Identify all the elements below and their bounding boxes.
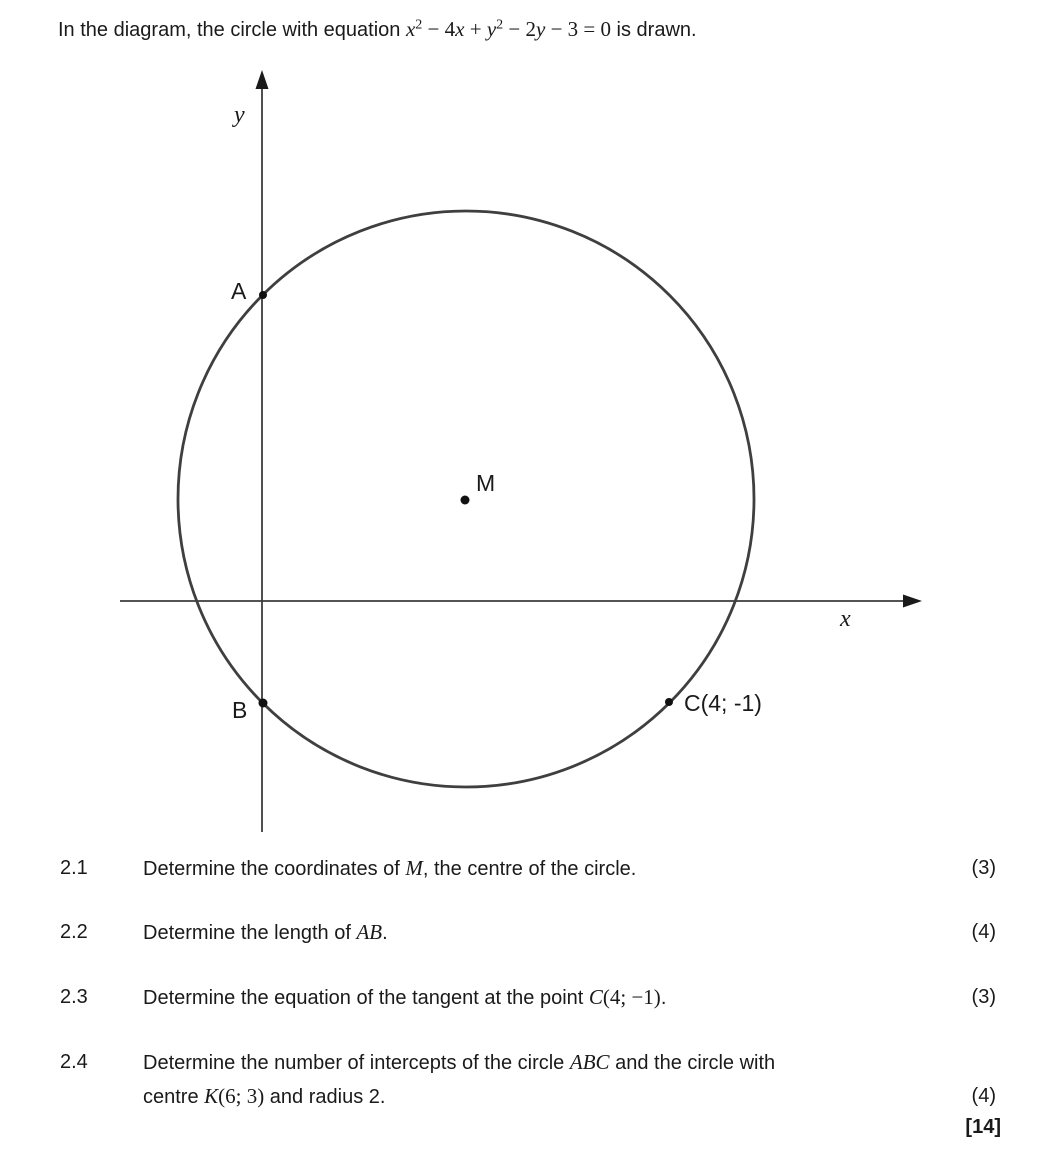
q21-text-a: Determine the coordinates of	[143, 858, 406, 880]
question-row-2-4-line1	[0, 1050, 1053, 1076]
question-text	[143, 1050, 775, 1075]
question-marks: (4)	[971, 921, 996, 943]
question-row-2-2	[0, 920, 1053, 946]
question-marks: (4)	[971, 1085, 996, 1107]
q22-text-a: Determine the length of	[143, 922, 357, 944]
total-marks: [14]	[965, 1116, 1001, 1138]
point-c-dot	[665, 698, 673, 706]
question-text	[143, 856, 636, 881]
q24-text-d: and radius 2.	[264, 1086, 386, 1108]
q24-text-c: centre	[143, 1086, 205, 1108]
question-row-2-3	[0, 985, 1053, 1011]
q23-math-coords: (4; −1)	[602, 985, 661, 1009]
eq-y1-exponent: 2	[496, 17, 504, 33]
q24-math-abc: ABC	[569, 1050, 610, 1074]
q22-text-b: .	[382, 922, 388, 944]
point-b-label: B	[232, 697, 248, 723]
y-axis-label: y	[234, 102, 245, 128]
x-axis-label: x	[840, 606, 851, 632]
eq-x1: x	[405, 17, 416, 41]
eq-term-3: − 2	[503, 17, 536, 41]
statement-prefix: In the diagram, the circle with equation	[58, 19, 406, 41]
question-marks: (3)	[971, 986, 996, 1008]
y-axis-arrowhead	[256, 70, 269, 89]
point-b-dot	[259, 699, 268, 708]
question-row-2-4-line2	[0, 1084, 1053, 1110]
eq-x1-exponent: 2	[415, 17, 423, 33]
question-text	[143, 1084, 385, 1109]
q23-math-c: C	[588, 985, 603, 1009]
question-text	[143, 920, 388, 945]
eq-x2: x	[455, 17, 465, 41]
point-m-label: M	[476, 470, 496, 496]
eq-term-1: − 4	[422, 17, 456, 41]
question-number: 2.4	[60, 1051, 88, 1073]
question-number: 2.3	[60, 986, 88, 1008]
q24-text-a: Determine the number of intercepts of the circle	[143, 1052, 570, 1074]
eq-y2: y	[535, 17, 546, 41]
question-marks: (3)	[971, 857, 996, 879]
q24-math-k: K	[204, 1084, 219, 1108]
statement-suffix: is drawn.	[611, 19, 697, 41]
question-number: 2.2	[60, 921, 88, 943]
question-number: 2.1	[60, 857, 88, 879]
q24-text-b: and the circle with	[609, 1052, 776, 1074]
question-row-2-1	[0, 856, 1053, 882]
q21-text-b: , the centre of the circle.	[422, 858, 637, 880]
point-a-dot	[259, 291, 267, 299]
eq-term-4: − 3 = 0	[545, 17, 611, 41]
point-a-label: A	[231, 278, 247, 304]
q23-text-a: Determine the equation of the tangent at the point	[143, 987, 589, 1009]
question-text	[143, 985, 666, 1010]
eq-term-2: +	[464, 17, 487, 41]
x-axis-arrowhead	[903, 595, 922, 608]
q21-math-m: M	[405, 856, 423, 880]
q24-math-coords: (6; 3)	[218, 1084, 265, 1108]
q22-math-ab: AB	[356, 920, 383, 944]
point-m-dot	[461, 496, 470, 505]
eq-y1: y	[486, 17, 497, 41]
q23-text-b: .	[660, 987, 667, 1009]
point-c-label: C(4; -1)	[684, 690, 762, 716]
